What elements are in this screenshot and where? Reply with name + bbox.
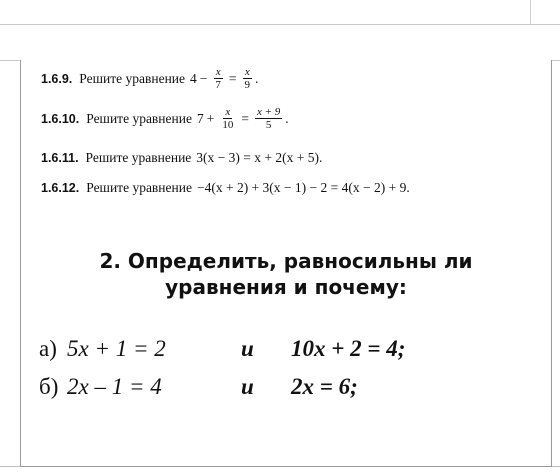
problem-number: 1.6.10. — [41, 111, 80, 126]
task-heading-line-1: 2. Определить, равносильны ли — [99, 249, 473, 273]
corner-divider — [530, 0, 531, 24]
task-heading — [21, 248, 551, 300]
problem-text: Решите уравнение — [79, 70, 186, 86]
problem-1-6-9 — [41, 66, 258, 91]
equation-constant: 4 — [190, 70, 197, 86]
equation: 3(x − 3) = x + 2(x + 5). — [196, 150, 323, 165]
conjunction: и — [241, 374, 254, 399]
fraction-numerator: x + 9 — [256, 106, 281, 118]
problem-text: Решите уравнение — [86, 110, 192, 126]
conjunction: и — [241, 336, 254, 361]
operator: + — [206, 110, 215, 126]
problem-number: 1.6.12. — [41, 181, 80, 195]
equals-sign: = — [241, 110, 249, 126]
problem-1-6-12 — [41, 180, 410, 196]
pair-label: б) — [39, 374, 59, 399]
fraction-numerator: x — [244, 66, 250, 78]
problem-number: 1.6.11. — [41, 151, 79, 165]
problem-number: 1.6.9. — [41, 71, 73, 86]
problem-text: Решите уравнение — [86, 180, 192, 195]
equation-constant: 7 — [196, 110, 204, 126]
fraction-numerator: x — [225, 106, 231, 118]
problem-1-6-10 — [41, 106, 289, 131]
second-equation: 2x = 6; — [291, 374, 358, 399]
first-equation: 5x + 1 = 2 — [67, 336, 166, 361]
problem-1-6-11 — [41, 150, 322, 166]
fraction-denominator: 7 — [215, 79, 221, 91]
fraction — [255, 106, 282, 131]
period: . — [255, 70, 259, 86]
problem-text: Решите уравнение — [85, 150, 192, 165]
fraction-denominator: 5 — [265, 119, 272, 131]
fraction-denominator: 10 — [222, 119, 234, 131]
document-card — [20, 60, 552, 467]
fraction — [220, 106, 235, 131]
fraction-numerator: x — [215, 66, 221, 78]
fraction — [243, 66, 253, 91]
operator: − — [199, 70, 208, 86]
task-heading-line-2: уравнения и почему: — [165, 275, 407, 299]
pair-label: а) — [39, 336, 57, 361]
period: . — [285, 110, 289, 126]
top-divider — [0, 24, 560, 25]
equals-sign: = — [228, 70, 237, 86]
fraction — [213, 66, 223, 91]
second-equation: 10x + 2 = 4; — [291, 336, 406, 361]
first-equation: 2x – 1 = 4 — [67, 374, 162, 399]
fraction-denominator: 9 — [244, 79, 251, 91]
equation: −4(x + 2) + 3(x − 1) − 2 = 4(x − 2) + 9. — [196, 180, 410, 195]
